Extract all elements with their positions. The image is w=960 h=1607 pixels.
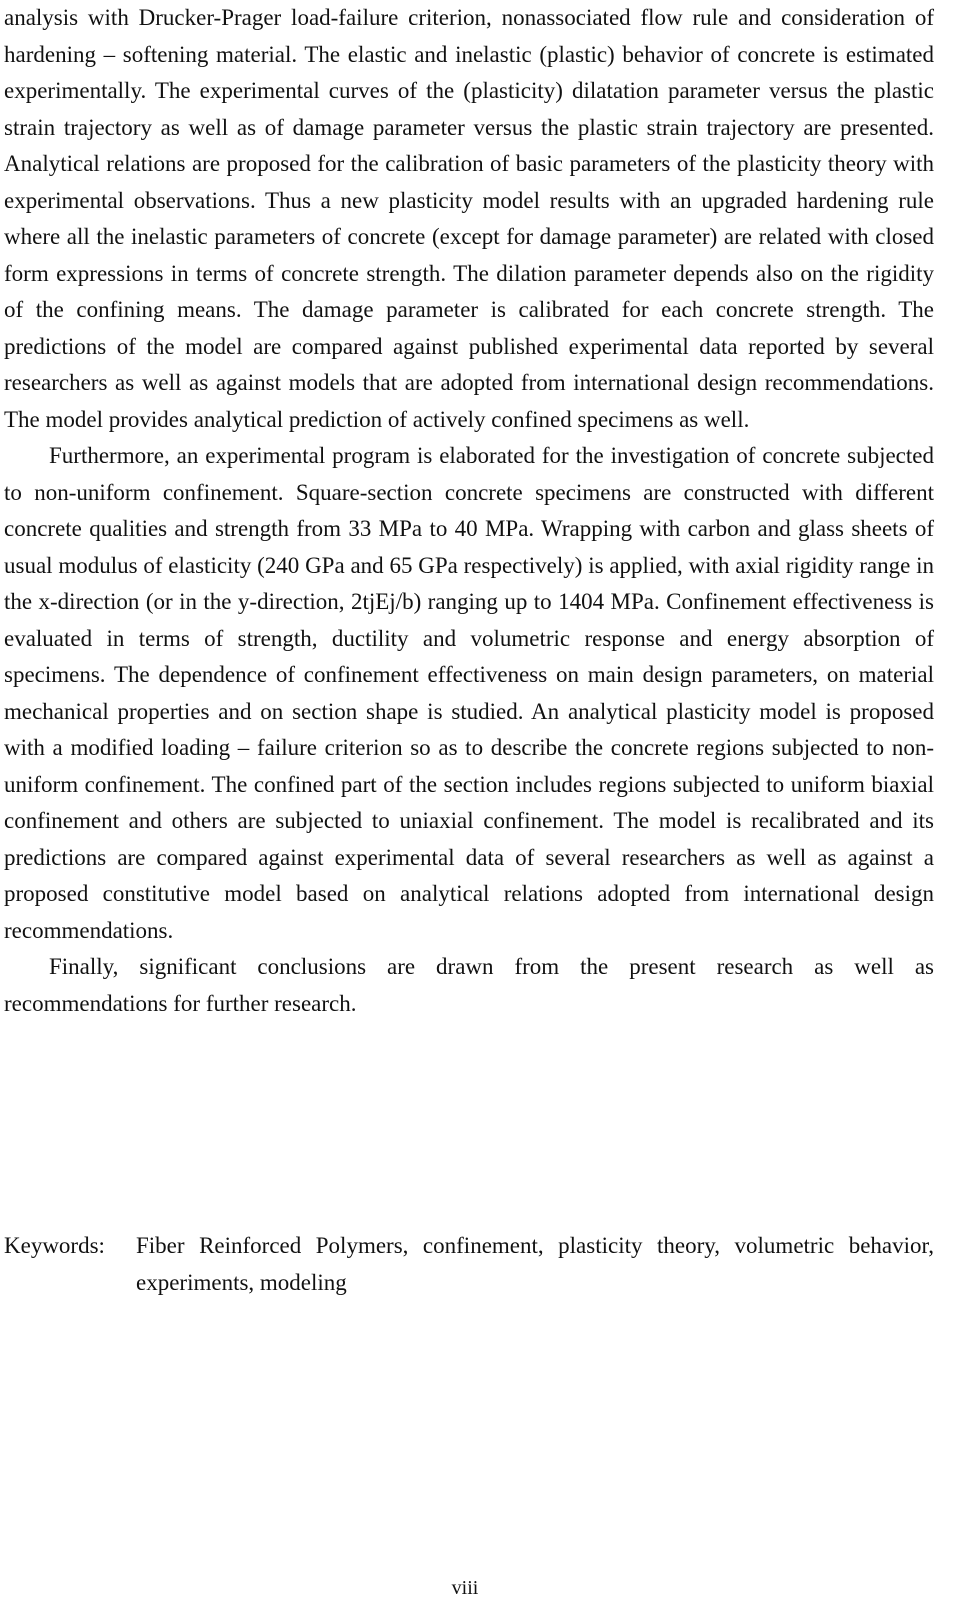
keywords-text: Fiber Reinforced Polymers, confinement, plasticity theory, volumetric behavior, experiments, modeling [136, 1233, 934, 1295]
abstract-paragraph-3: Finally, significant conclusions are drawn from the present research as well as recommendations for further research. [4, 954, 934, 1016]
keywords-label: Keywords: [4, 1233, 105, 1258]
abstract-paragraph-2: Furthermore, an experimental program is elaborated for the investigation of concrete subjected to non-uniform confinement. Square-section concrete specimens are constructed with different concrete qualities and strength from 33 MPa to 40 MPa. Wrapping with carbon and glass sheets of usual modulus of elasticity (240 GPa and 65 GPa respectively) is applied, with axial rigidity range in the x-direction (or in the y-direction, 2tjEj/b) ranging up to 1404 MPa. Confinement effectiveness is evaluated in terms of strength, ductility and volumetric response and energy absorption of specimens. The dependence of confinement effectiveness on main design parameters, on material mechanical properties and on section shape is studied. An analytical plasticity model is proposed with a modified loading – failure criterion so as to describe the concrete regions subjected to non-uniform confinement. The confined part of the section includes regions subjected to uniform biaxial confinement and others are subjected to uniaxial confinement. The model is recalibrated and its predictions are compared against experimental data of several researchers as well as against a proposed constitutive model based on analytical relations adopted from international design recommendations. [4, 443, 934, 943]
page-number: viii [451, 1577, 479, 1599]
keywords-section [4, 1228, 934, 1301]
page-body [4, 0, 934, 1022]
abstract-paragraph-1: analysis with Drucker-Prager load-failure criterion, nonassociated flow rule and consideration of hardening – softening material. The elastic and inelastic (plastic) behavior of concrete is estimated experimentally. The experimental curves of the (plasticity) dilatation parameter versus the plastic strain trajectory as well as of damage parameter versus the plastic strain trajectory are presented. Analytical relations are proposed for the calibration of basic parameters of the plasticity theory with experimental observations. Thus a new plasticity model results with an upgraded hardening rule where all the inelastic parameters of concrete (except for damage parameter) are related with closed form expressions in terms of concrete strength. The dilation parameter depends also on the rigidity of the confining means. The damage parameter is calibrated for each concrete strength. The predictions of the model are compared against published experimental data reported by several researchers as well as against models that are adopted from international design recommendations. The model provides analytical prediction of actively confined specimens as well. [4, 5, 934, 432]
